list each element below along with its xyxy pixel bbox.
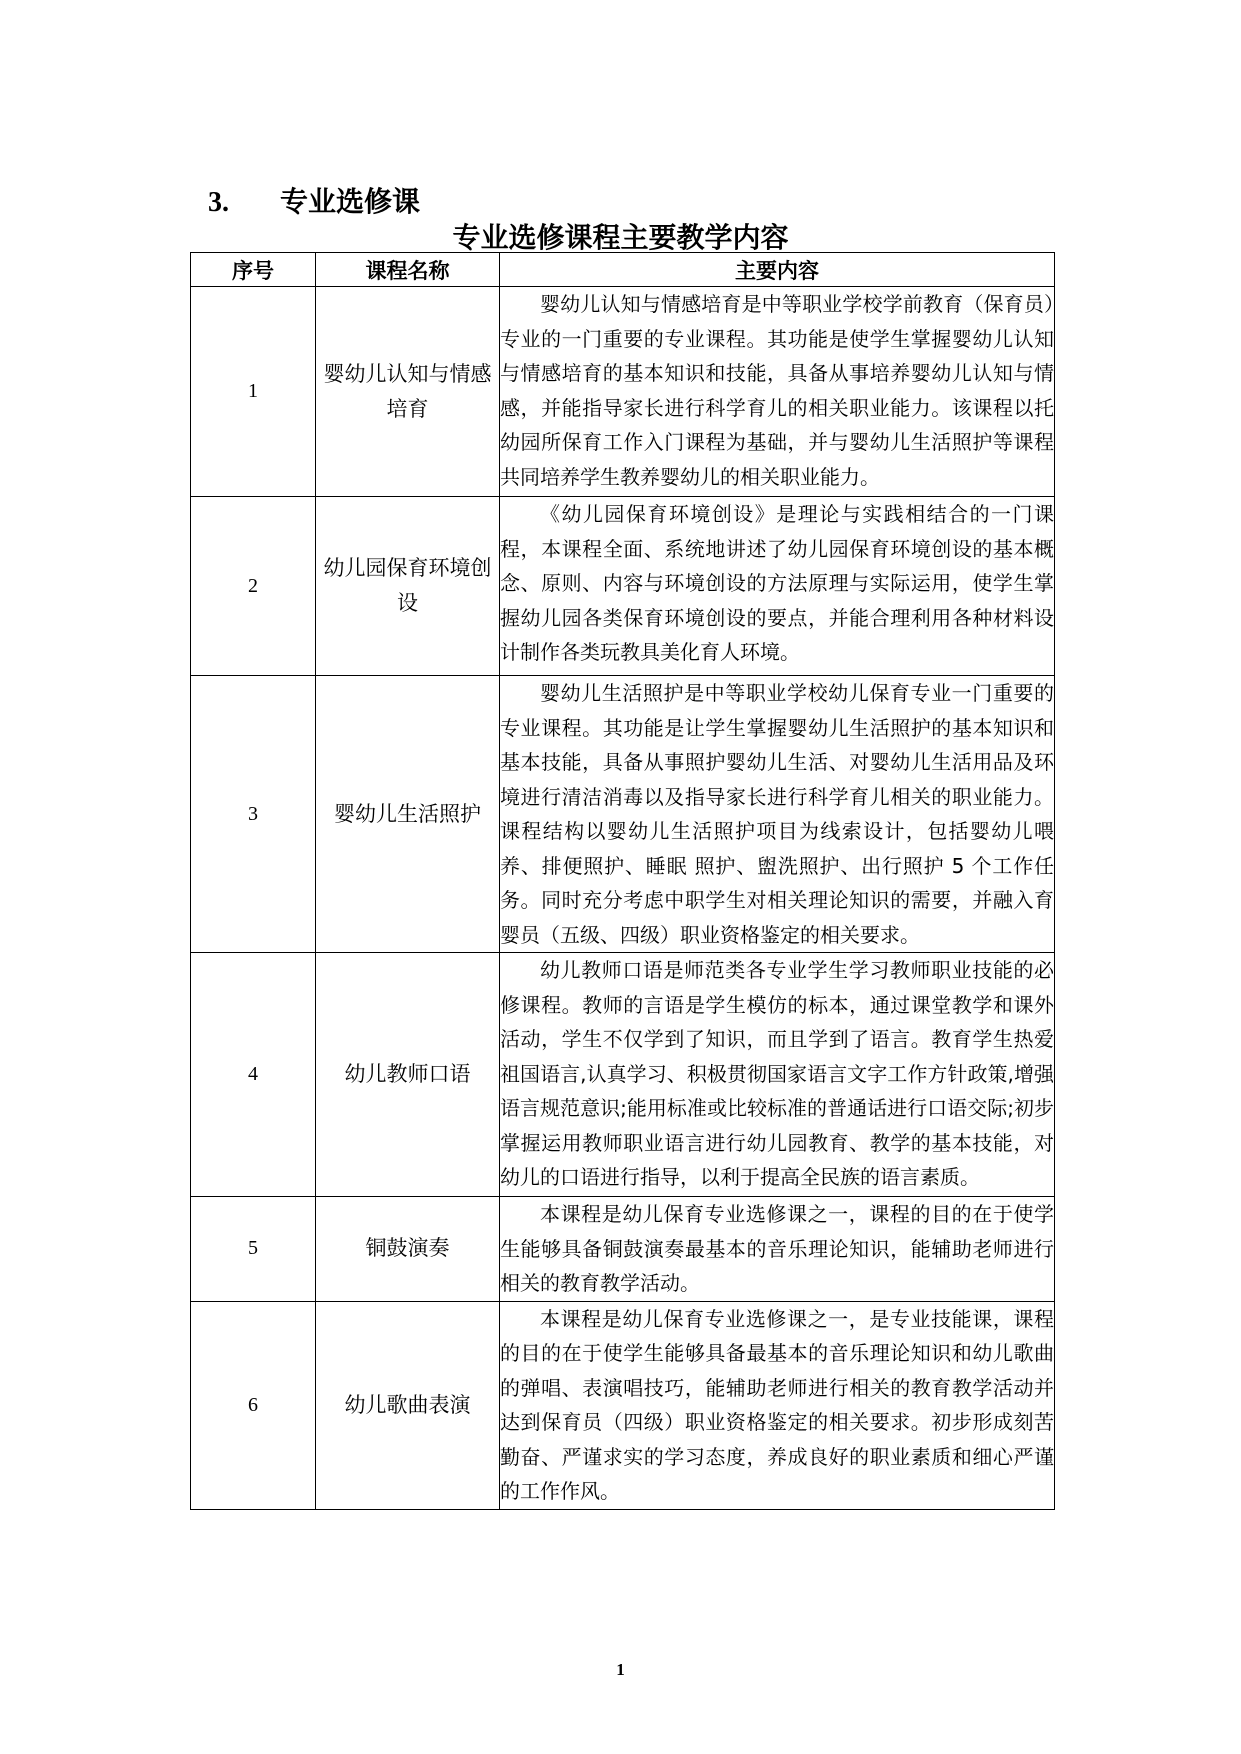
row-course-name: 幼儿歌曲表演 [316, 1301, 500, 1509]
row-course-name: 婴幼儿生活照护 [316, 676, 500, 953]
table-row [191, 287, 1055, 497]
row-num: 1 [191, 287, 316, 497]
row-num: 2 [191, 497, 316, 676]
section-number: 3. [208, 187, 229, 218]
header-num: 序号 [191, 253, 316, 287]
table-row [191, 953, 1055, 1197]
row-course-name: 铜鼓演奏 [316, 1197, 500, 1302]
section-title: 专业选修课 [280, 185, 421, 218]
row-content: 婴幼儿生活照护是中等职业学校幼儿保育专业一门重要的专业课程。其功能是让学生掌握婴幼儿生活照护的基本知识和基本技能，具备从事照护婴幼儿生活、对婴幼儿生活用品及环境进行清洁消毒以及指导家长进行科学育儿相关的职业能力。课程结构以婴幼儿生活照护项目为线索设计，包括婴幼儿喂养、排便照护、睡眠 照护、盥洗照护、出行照护 5 个工作任务。同时充分考虑中职学生对相关理论知识的需要，并融入育婴员（五级、四级）职业资格鉴定的相关要求。 [500, 676, 1055, 953]
row-content: 本课程是幼儿保育专业选修课之一，课程的目的在于使学生能够具备铜鼓演奏最基本的音乐理论知识，能辅助老师进行相关的教育教学活动。 [500, 1197, 1055, 1302]
table-header-row [191, 253, 1055, 287]
table-row [191, 1197, 1055, 1302]
row-course-name: 婴幼儿认知与情感培育 [316, 287, 500, 497]
header-content: 主要内容 [500, 253, 1055, 287]
row-content: 婴幼儿认知与情感培育是中等职业学校学前教育（保育员）专业的一门重要的专业课程。其功能是使学生掌握婴幼儿认知与情感培育的基本知识和技能，具备从事培养婴幼儿认知与情感，并能指导家长进行科学育儿的相关职业能力。该课程以托幼园所保育工作入门课程为基础，并与婴幼儿生活照护等课程共同培养学生教养婴幼儿的相关职业能力。 [500, 287, 1055, 497]
row-content: 本课程是幼儿保育专业选修课之一，是专业技能课，课程的目的在于使学生能够具备最基本的音乐理论知识和幼儿歌曲的弹唱、表演唱技巧，能辅助老师进行相关的教育教学活动并达到保育员（四级）职业资格鉴定的相关要求。初步形成刻苦勤奋、严谨求实的学习态度，养成良好的职业素质和细心严谨的工作作风。 [500, 1301, 1055, 1509]
row-content: 幼儿教师口语是师范类各专业学生学习教师职业技能的必修课程。教师的言语是学生模仿的标本，通过课堂教学和课外活动，学生不仅学到了知识，而且学到了语言。教育学生热爱祖国语言,认真学习、积极贯彻国家语言文字工作方针政策,增强语言规范意识;能用标准或比较标准的普通话进行口语交际;初步掌握运用教师职业语言进行幼儿园教育、教学的基本技能，对幼儿的口语进行指导，以利于提高全民族的语言素质。 [500, 953, 1055, 1197]
row-num: 4 [191, 953, 316, 1197]
row-course-name: 幼儿园保育环境创设 [316, 497, 500, 676]
row-num: 6 [191, 1301, 316, 1509]
header-name: 课程名称 [316, 253, 500, 287]
row-course-name: 幼儿教师口语 [316, 953, 500, 1197]
section-heading [208, 180, 420, 220]
row-num: 5 [191, 1197, 316, 1302]
table-row [191, 1301, 1055, 1509]
table-row [191, 497, 1055, 676]
page-number: 1 [616, 1660, 625, 1679]
table-row [191, 676, 1055, 953]
row-num: 3 [191, 676, 316, 953]
course-table [190, 252, 1055, 1510]
table-title: 专业选修课程主要教学内容 [452, 221, 789, 254]
row-content: 《幼儿园保育环境创设》是理论与实践相结合的一门课程，本课程全面、系统地讲述了幼儿园保育环境创设的基本概念、原则、内容与环境创设的方法原理与实际运用，使学生掌握幼儿园各类保育环境创设的要点，并能合理利用各种材料设计制作各类玩教具美化育人环境。 [500, 497, 1055, 676]
